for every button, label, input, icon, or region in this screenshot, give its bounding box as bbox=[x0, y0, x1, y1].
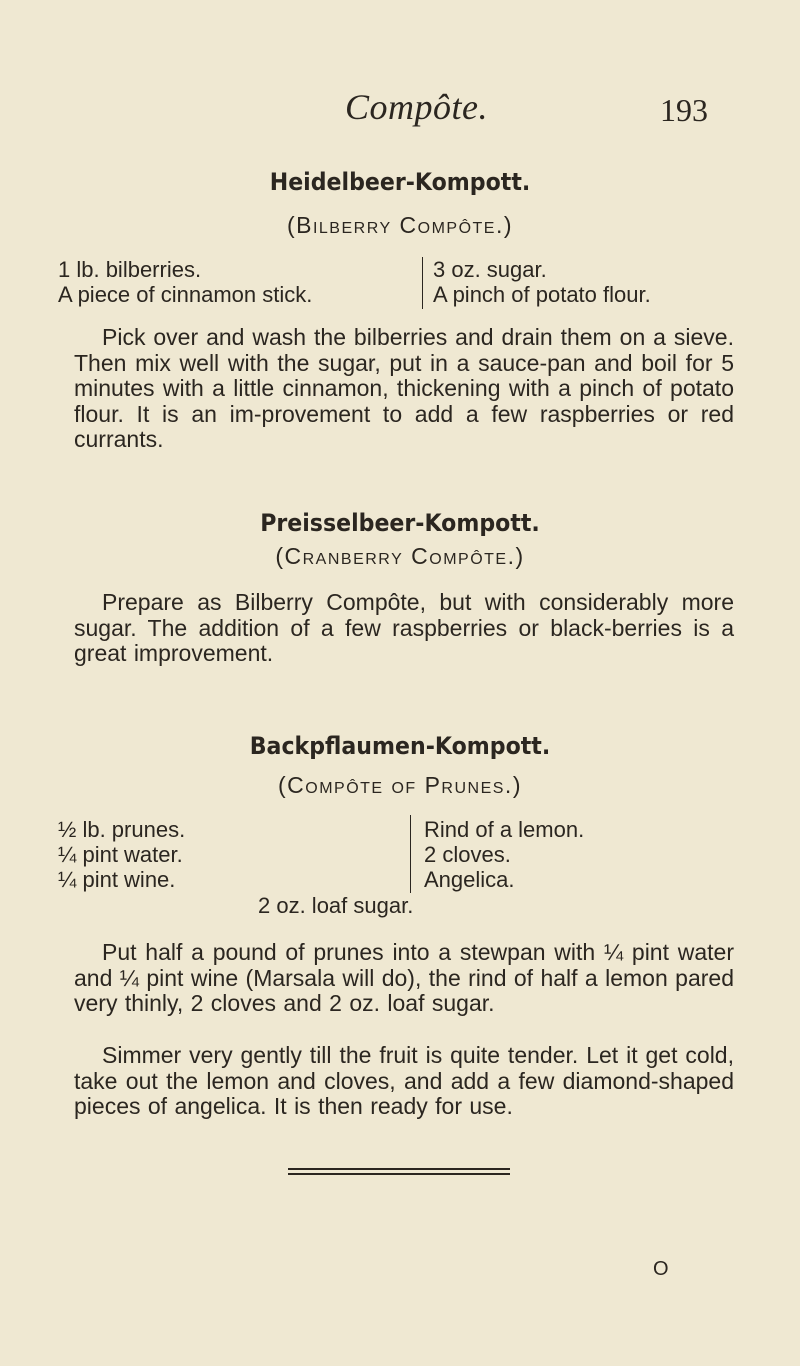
recipe-title: Preisselbeer-Kompott. bbox=[260, 509, 540, 537]
recipe-instructions: Pick over and wash the bilberries and drain them on a sieve. Then mix well with the sugar, put in a sauce-pan and boil for 5 minutes with a little cinnamon, thickening with a pinch of potato flour. It is an im-provement to add a few raspberries or red currants. bbox=[74, 324, 734, 453]
divider-line bbox=[288, 1173, 510, 1175]
ingredient-item: 2 cloves. bbox=[424, 842, 511, 867]
ingredients-left bbox=[58, 817, 185, 892]
ingredient-divider bbox=[422, 257, 423, 309]
ingredient-item: A piece of cinnamon stick. bbox=[58, 282, 313, 307]
ingredients-right bbox=[424, 817, 584, 892]
recipe-instructions: Put half a pound of prunes into a stewpan with ¼ pint water and ¼ pint wine (Marsala will do), the rind of half a lemon pared very thinly, 2 cloves and 2 oz. loaf sugar. bbox=[74, 939, 734, 1017]
ingredient-divider bbox=[410, 815, 411, 893]
ingredient-item: A pinch of potato flour. bbox=[433, 282, 651, 307]
ingredient-item: ¼ pint water. bbox=[58, 842, 183, 867]
recipe-subtitle: (Cranberry Compôte.) bbox=[275, 543, 525, 569]
ingredients-left bbox=[58, 257, 312, 307]
divider-line bbox=[288, 1168, 510, 1170]
recipe-instructions: Simmer very gently till the fruit is quite tender. Let it get cold, take out the lemon and cloves, and add a few diamond-shaped pieces of angelica. It is then ready for use. bbox=[74, 1042, 734, 1120]
ingredient-item: Rind of a lemon. bbox=[424, 817, 585, 842]
recipe-title: Backpflaumen-Kompott. bbox=[249, 732, 551, 760]
recipe-instructions: Prepare as Bilberry Compôte, but with considerably more sugar. The addition of a few raspberries or black-berries is a great improvement. bbox=[74, 589, 734, 667]
ingredient-item-centered: 2 oz. loaf sugar. bbox=[258, 893, 414, 918]
page-number: 193 bbox=[660, 92, 708, 128]
recipe-title: Heidelbeer-Kompott. bbox=[269, 168, 531, 196]
ingredients-right bbox=[433, 257, 651, 307]
recipe-subtitle: (Compôte of Prunes.) bbox=[277, 772, 522, 798]
ingredient-item: ½ lb. prunes. bbox=[58, 817, 186, 842]
recipe-subtitle: (Bilberry Compôte.) bbox=[286, 212, 514, 238]
ingredient-item: 3 oz. sugar. bbox=[433, 257, 547, 282]
ingredient-item: 1 lb. bilberries. bbox=[58, 257, 202, 282]
printer-signature-mark: O bbox=[653, 1258, 669, 1280]
running-head: Compôte. bbox=[345, 87, 488, 127]
ingredient-item: Angelica. bbox=[424, 867, 515, 892]
ingredient-item: ¼ pint wine. bbox=[58, 867, 176, 892]
